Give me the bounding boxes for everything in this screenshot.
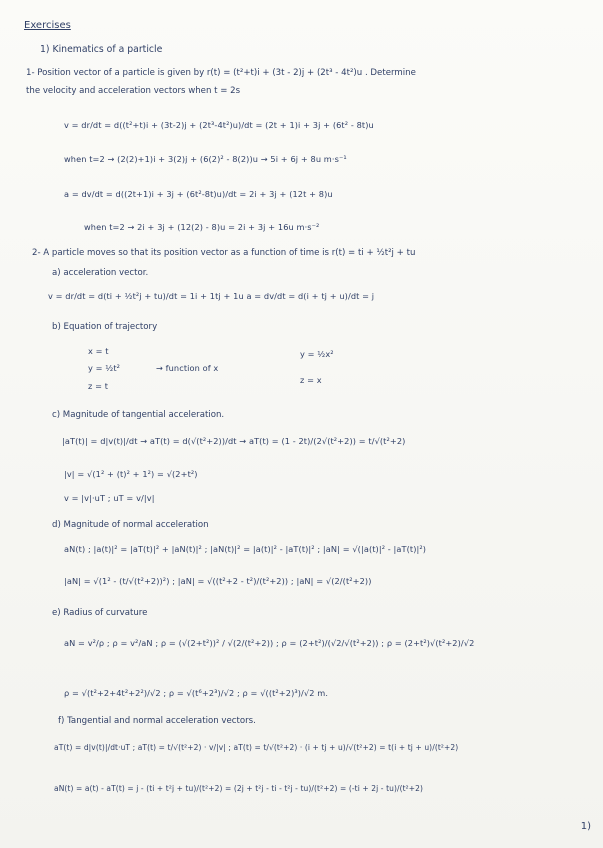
velocity-equation: v = dr/dt = d((t²+t)i + (3t-2)j + (2t³-4t²)u)/dt = (2t + 1)i + 3j + (6t² - 8t)u: [64, 120, 374, 130]
trajectory-z: z = t: [88, 381, 109, 391]
curvature-radius-equation: aN = v²/ρ ; ρ = v²/aN ; ρ = (√(2+t²))² / √(2/(t²+2)) ; ρ = (2+t²)/(√2/√(t²+2)) ; ρ = (2+t²)√(t²+2)/√2: [64, 638, 475, 648]
trajectory-x: x = t: [88, 346, 109, 356]
normal-acceleration-result: |aN| = √(1² - (t/√(t²+2))²) ; |aN| = √((t²+2 - t²)/(t²+2)) ; |aN| = √(2/(t²+2)): [64, 576, 372, 586]
part-c-label: c) Magnitude of tangential acceleration.: [52, 410, 225, 420]
trajectory-result-y: y = ½x²: [300, 349, 334, 359]
curvature-radius-result: ρ = √(t²+2+4t²+2²)/√2 ; ρ = √(t⁶+2³)/√2 ; ρ = √((t²+2)³)/√2 m.: [64, 688, 329, 698]
velocity-at-t2: when t=2 → (2(2)+1)i + 3(2)j + (6(2)² - 8(2))u → 5i + 6j + 8u m·s⁻¹: [64, 154, 347, 164]
part-f-label: f) Tangential and normal acceleration vectors.: [58, 716, 256, 726]
tangential-acceleration-equation: |aT(t)| = d|v(t)|/dt → aT(t) = d(√(t²+2))/dt → aT(t) = (1 - 2t)/(2√(t²+2)) = t/√(t²+2): [62, 436, 406, 446]
acceleration-equation: a = dv/dt = d((2t+1)i + 3j + (6t²-8t)u)/dt = 2i + 3j + (12t + 8)u: [64, 189, 333, 199]
section-heading: 1) Kinematics of a particle: [40, 44, 163, 55]
normal-acceleration-relation: aN(t) ; |a(t)|² = |aT(t)|² + |aN(t)|² ; |aN(t)|² = |a(t)|² - |aT(t)|² ; |aN| = √(|a(t)|² - |aT(t)|²): [64, 544, 427, 554]
trajectory-result-z: z = x: [300, 375, 322, 385]
trajectory-y: y = ½t²: [88, 363, 121, 373]
part-a-label: a) acceleration vector.: [52, 268, 149, 278]
problem1-statement-line2: the velocity and acceleration vectors when t = 2s: [26, 86, 241, 96]
speed-equation: |v| = √(1² + (t)² + 1²) = √(2+t²): [64, 469, 198, 479]
page-number: 1): [580, 821, 591, 832]
acceleration-at-t2: when t=2 → 2i + 3j + (12(2) - 8)u = 2i + 3j + 16u m·s⁻²: [84, 222, 320, 232]
part-e-label: e) Radius of curvature: [52, 608, 148, 618]
tangential-acceleration-vector: aT(t) = d|v(t)|/dt·uT ; aT(t) = t/√(t²+2) · v/|v| ; aT(t) = t/√(t²+2) · (i + tj + u)/√(t²+2) = t(i + tj + u)/(t²+2): [54, 743, 459, 752]
normal-acceleration-vector: aN(t) = a(t) - aT(t) = j - (ti + t²j + tu)/(t²+2) = (2j + t²j - ti - t²j - tu)/(t²+2) = (-ti + 2j - tu)/(t²+2): [54, 784, 424, 793]
part-d-label: d) Magnitude of normal acceleration: [52, 520, 209, 530]
trajectory-arrow-note: → function of x: [156, 363, 219, 373]
problem1-statement-line1: 1- Position vector of a particle is given by r(t) = (t²+t)i + (3t - 2)j + (2t³ - 4t²)u . Determine: [26, 68, 416, 78]
problem2-statement: 2- A particle moves so that its position vector as a function of time is r(t) = ti + ½t²j + tu: [32, 248, 416, 258]
part-a-equation: v = dr/dt = d(ti + ½t²j + tu)/dt = 1i + 1tj + 1u a = dv/dt = d(i + tj + u)/dt = j: [48, 291, 375, 301]
page-title: Exercises: [24, 20, 71, 31]
part-b-label: b) Equation of trajectory: [52, 322, 158, 332]
unit-tangent-equation: v = |v|·uT ; uT = v/|v|: [64, 493, 155, 503]
